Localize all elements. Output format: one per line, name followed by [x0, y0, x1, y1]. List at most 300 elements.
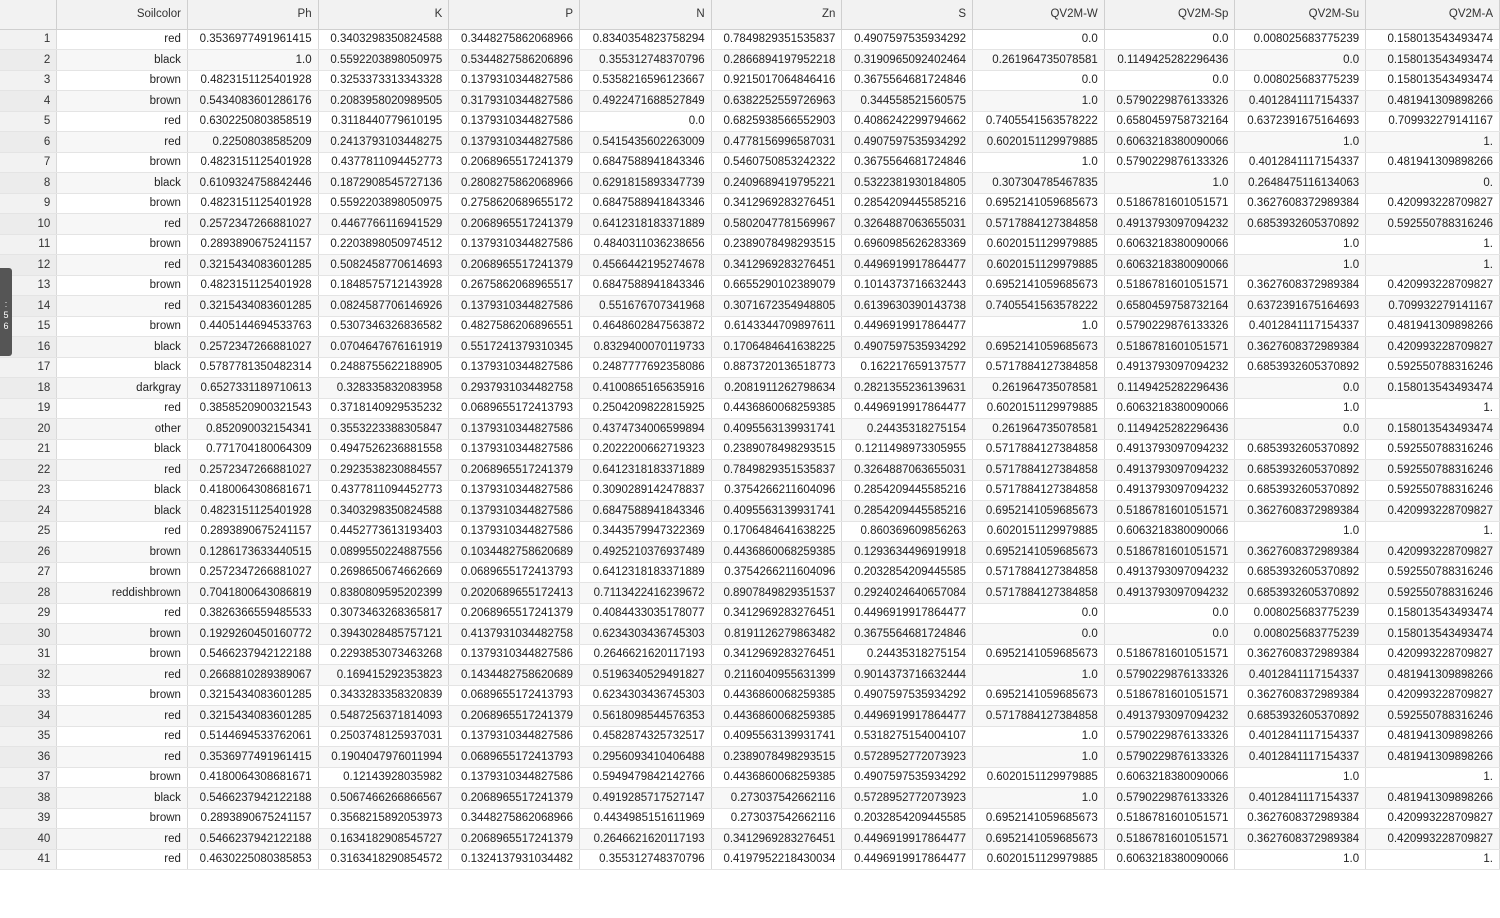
table-cell[interactable]: 0.5717884127384858: [973, 562, 1105, 583]
table-cell[interactable]: 0.2032854209445585: [842, 562, 973, 583]
table-cell[interactable]: 0.1904047976011994: [318, 747, 449, 768]
table-cell[interactable]: 0.6853932605370892: [1235, 706, 1366, 727]
table-cell[interactable]: 0.3627608372989384: [1235, 193, 1366, 214]
table-cell[interactable]: 0.3675564681724846: [842, 624, 973, 645]
table-cell[interactable]: 0.3627608372989384: [1235, 337, 1366, 358]
table-cell[interactable]: 0.7849829351535837: [711, 460, 842, 481]
table-cell[interactable]: 0.6063218380090066: [1104, 132, 1235, 153]
table-cell[interactable]: 0.: [1366, 173, 1500, 194]
table-cell[interactable]: brown: [57, 685, 188, 706]
table-cell[interactable]: 0.2646621620117193: [579, 644, 711, 665]
table-cell[interactable]: 0.2032854209445585: [842, 808, 973, 829]
row-index[interactable]: 31: [0, 644, 57, 665]
table-cell[interactable]: 0.592550788316246: [1366, 460, 1500, 481]
table-cell[interactable]: 0.6853932605370892: [1235, 460, 1366, 481]
table-cell[interactable]: 0.1286173633440515: [187, 542, 318, 563]
table-cell[interactable]: 0.5790229876133326: [1104, 152, 1235, 173]
table-cell[interactable]: 0.6020151129979885: [973, 255, 1105, 276]
table-cell[interactable]: 0.0: [1235, 50, 1366, 71]
table-cell[interactable]: brown: [57, 562, 188, 583]
row-index[interactable]: 13: [0, 275, 57, 296]
table-cell[interactable]: 0.2808275862068966: [449, 173, 580, 194]
table-cell[interactable]: 0.2389078498293515: [711, 439, 842, 460]
table-cell[interactable]: 0.420993228709827: [1366, 542, 1500, 563]
table-cell[interactable]: 0.5186781601051571: [1104, 644, 1235, 665]
row-index[interactable]: 20: [0, 419, 57, 440]
table-cell[interactable]: 0.2293853073463268: [318, 644, 449, 665]
table-cell[interactable]: 0.0: [1104, 603, 1235, 624]
table-cell[interactable]: 0.6372391675164693: [1235, 111, 1366, 132]
table-cell[interactable]: 0.8191126279863482: [711, 624, 842, 645]
table-cell[interactable]: 0.4913793097094232: [1104, 357, 1235, 378]
row-index[interactable]: 21: [0, 439, 57, 460]
table-cell[interactable]: brown: [57, 542, 188, 563]
table-cell[interactable]: 0.5728952772073923: [842, 747, 973, 768]
table-cell[interactable]: 0.0: [579, 111, 711, 132]
table-cell[interactable]: 0.158013543493474: [1366, 419, 1500, 440]
row-index[interactable]: 16: [0, 337, 57, 358]
table-cell[interactable]: 0.3627608372989384: [1235, 501, 1366, 522]
table-cell[interactable]: 0.1379310344827586: [449, 357, 580, 378]
table-cell[interactable]: 0.6847588941843346: [579, 152, 711, 173]
table-cell[interactable]: 0.6020151129979885: [973, 521, 1105, 542]
row-index[interactable]: 2: [0, 50, 57, 71]
table-cell[interactable]: 0.3448275862068966: [449, 808, 580, 829]
table-cell[interactable]: 0.4436860068259385: [711, 685, 842, 706]
table-cell[interactable]: 0.2068965517241379: [449, 152, 580, 173]
table-cell[interactable]: 1.: [1366, 521, 1500, 542]
row-index[interactable]: 34: [0, 706, 57, 727]
table-cell[interactable]: 0.1379310344827586: [449, 132, 580, 153]
table-cell[interactable]: 0.2020689655172413: [449, 583, 580, 604]
table-cell[interactable]: 0.4137931034482758: [449, 624, 580, 645]
row-index[interactable]: 27: [0, 562, 57, 583]
table-cell[interactable]: 0.3264887063655031: [842, 460, 973, 481]
table-cell[interactable]: 0.2937931034482758: [449, 378, 580, 399]
table-cell[interactable]: 0.4907597535934292: [842, 685, 973, 706]
row-index[interactable]: 35: [0, 726, 57, 747]
table-cell[interactable]: brown: [57, 234, 188, 255]
table-cell[interactable]: 0.6952141059685673: [973, 685, 1105, 706]
table-cell[interactable]: 0.1379310344827586: [449, 521, 580, 542]
table-cell[interactable]: 0.6952141059685673: [973, 542, 1105, 563]
table-cell[interactable]: 0.0: [973, 624, 1105, 645]
table-cell[interactable]: 0.5186781601051571: [1104, 829, 1235, 850]
table-cell[interactable]: 0.4377811094452773: [318, 152, 449, 173]
table-cell[interactable]: 0.6952141059685673: [973, 193, 1105, 214]
table-cell[interactable]: 0.5318275154004107: [842, 726, 973, 747]
table-cell[interactable]: 0.5358216596123667: [579, 70, 711, 91]
table-cell[interactable]: 0.5186781601051571: [1104, 337, 1235, 358]
table-cell[interactable]: 0.4827586206896551: [449, 316, 580, 337]
table-cell[interactable]: 0.1149425282296436: [1104, 419, 1235, 440]
table-cell[interactable]: 0.1706484641638225: [711, 521, 842, 542]
table-cell[interactable]: 0.1872908545727136: [318, 173, 449, 194]
table-cell[interactable]: 0.5466237942122188: [187, 829, 318, 850]
table-cell[interactable]: 0.2068965517241379: [449, 214, 580, 235]
table-cell[interactable]: 0.1379310344827586: [449, 439, 580, 460]
table-cell[interactable]: brown: [57, 767, 188, 788]
table-cell[interactable]: 1.0: [1104, 173, 1235, 194]
table-cell[interactable]: 0.3536977491961415: [187, 747, 318, 768]
table-cell[interactable]: 0.6527331189710613: [187, 378, 318, 399]
column-header[interactable]: Soilcolor: [57, 0, 188, 29]
table-cell[interactable]: 0.3215434083601285: [187, 685, 318, 706]
table-cell[interactable]: 0.0689655172413793: [449, 562, 580, 583]
table-cell[interactable]: 0.551676707341968: [579, 296, 711, 317]
table-cell[interactable]: 0.22508038585209: [187, 132, 318, 153]
table-cell[interactable]: 0.6020151129979885: [973, 767, 1105, 788]
table-cell[interactable]: 0.5790229876133326: [1104, 91, 1235, 112]
table-cell[interactable]: 0.5322381930184805: [842, 173, 973, 194]
table-cell[interactable]: 0.4496919917864477: [842, 829, 973, 850]
table-cell[interactable]: 0.4566442195274678: [579, 255, 711, 276]
table-cell[interactable]: 0.6853932605370892: [1235, 357, 1366, 378]
table-cell[interactable]: 0.1379310344827586: [449, 767, 580, 788]
table-cell[interactable]: 0.1149425282296436: [1104, 50, 1235, 71]
table-cell[interactable]: 0.6372391675164693: [1235, 296, 1366, 317]
row-index[interactable]: 19: [0, 398, 57, 419]
table-cell[interactable]: 0.3627608372989384: [1235, 275, 1366, 296]
table-cell[interactable]: 0.3826366559485533: [187, 603, 318, 624]
table-cell[interactable]: 0.3071672354948805: [711, 296, 842, 317]
table-cell[interactable]: black: [57, 480, 188, 501]
table-cell[interactable]: 0.6109324758842446: [187, 173, 318, 194]
table-cell[interactable]: 0.4840311036238656: [579, 234, 711, 255]
table-cell[interactable]: 0.7041800643086819: [187, 583, 318, 604]
table-cell[interactable]: 0.2022200662719323: [579, 439, 711, 460]
table-cell[interactable]: 0.592550788316246: [1366, 439, 1500, 460]
table-cell[interactable]: 0.481941309898266: [1366, 726, 1500, 747]
table-cell[interactable]: 0.5517241379310345: [449, 337, 580, 358]
table-cell[interactable]: 0.420993228709827: [1366, 685, 1500, 706]
table-cell[interactable]: 0.4452773613193403: [318, 521, 449, 542]
table-cell[interactable]: 0.0: [973, 603, 1105, 624]
table-cell[interactable]: brown: [57, 91, 188, 112]
table-cell[interactable]: 0.2389078498293515: [711, 234, 842, 255]
row-index[interactable]: 22: [0, 460, 57, 481]
table-cell[interactable]: 0.1379310344827586: [449, 111, 580, 132]
row-index[interactable]: 17: [0, 357, 57, 378]
table-cell[interactable]: 0.1379310344827586: [449, 480, 580, 501]
table-cell[interactable]: 0.261964735078581: [973, 50, 1105, 71]
table-cell[interactable]: 0.6234303436745303: [579, 624, 711, 645]
table-cell[interactable]: 0.4434985151611969: [579, 808, 711, 829]
table-cell[interactable]: 0.6853932605370892: [1235, 480, 1366, 501]
table-cell[interactable]: 0.6063218380090066: [1104, 398, 1235, 419]
table-cell[interactable]: 0.6853932605370892: [1235, 583, 1366, 604]
table-cell[interactable]: 0.6960985626283369: [842, 234, 973, 255]
table-cell[interactable]: 0.6853932605370892: [1235, 562, 1366, 583]
table-cell[interactable]: 0.158013543493474: [1366, 624, 1500, 645]
table-cell[interactable]: 0.5196340529491827: [579, 665, 711, 686]
table-cell[interactable]: 0.4913793097094232: [1104, 214, 1235, 235]
row-index[interactable]: 12: [0, 255, 57, 276]
table-cell[interactable]: 0.6063218380090066: [1104, 234, 1235, 255]
row-index[interactable]: 40: [0, 829, 57, 850]
table-cell[interactable]: 0.0689655172413793: [449, 685, 580, 706]
table-cell[interactable]: red: [57, 398, 188, 419]
table-cell[interactable]: 0.2648475116134063: [1235, 173, 1366, 194]
table-cell[interactable]: 0.1014373716632443: [842, 275, 973, 296]
row-index[interactable]: 28: [0, 583, 57, 604]
row-index[interactable]: 9: [0, 193, 57, 214]
table-cell[interactable]: 0.3675564681724846: [842, 70, 973, 91]
table-cell[interactable]: red: [57, 521, 188, 542]
table-cell[interactable]: 0.3627608372989384: [1235, 542, 1366, 563]
table-cell[interactable]: 0.3215434083601285: [187, 255, 318, 276]
table-cell[interactable]: 1.0: [1235, 132, 1366, 153]
table-cell[interactable]: 0.1929260450160772: [187, 624, 318, 645]
table-cell[interactable]: 1.: [1366, 132, 1500, 153]
table-cell[interactable]: 0.481941309898266: [1366, 747, 1500, 768]
table-cell[interactable]: 0.709932279141167: [1366, 296, 1500, 317]
table-cell[interactable]: 0.2668810289389067: [187, 665, 318, 686]
table-cell[interactable]: 1.0: [1235, 521, 1366, 542]
table-cell[interactable]: 0.5186781601051571: [1104, 808, 1235, 829]
table-cell[interactable]: 1.0: [1235, 849, 1366, 870]
table-cell[interactable]: 0.158013543493474: [1366, 29, 1500, 50]
row-index[interactable]: 23: [0, 480, 57, 501]
table-cell[interactable]: 0.6952141059685673: [973, 644, 1105, 665]
table-cell[interactable]: 0.6020151129979885: [973, 234, 1105, 255]
table-cell[interactable]: 0.4913793097094232: [1104, 460, 1235, 481]
table-cell[interactable]: 0.4180064308681671: [187, 480, 318, 501]
table-cell[interactable]: 0.307304785467835: [973, 173, 1105, 194]
table-cell[interactable]: 0.592550788316246: [1366, 583, 1500, 604]
table-cell[interactable]: 0.2081911262798634: [711, 378, 842, 399]
table-cell[interactable]: red: [57, 214, 188, 235]
table-cell[interactable]: 0.1034482758620689: [449, 542, 580, 563]
table-cell[interactable]: darkgray: [57, 378, 188, 399]
table-cell[interactable]: 0.4925210376937489: [579, 542, 711, 563]
row-index[interactable]: 26: [0, 542, 57, 563]
table-cell[interactable]: 0.3858520900321543: [187, 398, 318, 419]
table-cell[interactable]: 0.1293634496919918: [842, 542, 973, 563]
table-cell[interactable]: 0.0: [1104, 29, 1235, 50]
table-cell[interactable]: 0.6853932605370892: [1235, 439, 1366, 460]
table-cell[interactable]: 0.3073463268365817: [318, 603, 449, 624]
column-header[interactable]: K: [318, 0, 449, 29]
table-cell[interactable]: 0.158013543493474: [1366, 70, 1500, 91]
table-cell[interactable]: 0.3190965092402464: [842, 50, 973, 71]
table-cell[interactable]: 0.24435318275154: [842, 644, 973, 665]
table-cell[interactable]: 0.3443579947322369: [579, 521, 711, 542]
table-cell[interactable]: 0.4436860068259385: [711, 767, 842, 788]
table-cell[interactable]: red: [57, 665, 188, 686]
table-cell[interactable]: 0.2893890675241157: [187, 521, 318, 542]
table-cell[interactable]: 0.5717884127384858: [973, 583, 1105, 604]
table-cell[interactable]: 0.4197952218430034: [711, 849, 842, 870]
table-cell[interactable]: 0.7405541563578222: [973, 296, 1105, 317]
table-cell[interactable]: 0.6302250803858519: [187, 111, 318, 132]
table-cell[interactable]: 0.3448275862068966: [449, 29, 580, 50]
table-cell[interactable]: 0.3412969283276451: [711, 193, 842, 214]
table-cell[interactable]: red: [57, 747, 188, 768]
table-cell[interactable]: 0.7849829351535837: [711, 29, 842, 50]
table-cell[interactable]: 0.5592203898050975: [318, 50, 449, 71]
table-cell[interactable]: 0.5790229876133326: [1104, 316, 1235, 337]
row-index[interactable]: 24: [0, 501, 57, 522]
table-cell[interactable]: 0.5344827586206896: [449, 50, 580, 71]
table-cell[interactable]: 0.420993228709827: [1366, 829, 1500, 850]
table-cell[interactable]: 0.3718140929535232: [318, 398, 449, 419]
table-cell[interactable]: 0.2572347266881027: [187, 562, 318, 583]
table-cell[interactable]: 0.481941309898266: [1366, 152, 1500, 173]
table-cell[interactable]: 0.0: [973, 70, 1105, 91]
table-cell[interactable]: 0.5082458770614693: [318, 255, 449, 276]
table-cell[interactable]: 0.4086242299794662: [842, 111, 973, 132]
table-cell[interactable]: 0.4467766116941529: [318, 214, 449, 235]
table-cell[interactable]: 0.2866894197952218: [711, 50, 842, 71]
table-cell[interactable]: 0.0: [973, 29, 1105, 50]
row-index[interactable]: 8: [0, 173, 57, 194]
table-cell[interactable]: 0.5717884127384858: [973, 460, 1105, 481]
table-cell[interactable]: 0.4496919917864477: [842, 316, 973, 337]
table-cell[interactable]: 0.5717884127384858: [973, 480, 1105, 501]
table-cell[interactable]: 0.5717884127384858: [973, 706, 1105, 727]
table-cell[interactable]: 0.6952141059685673: [973, 275, 1105, 296]
table-cell[interactable]: 0.592550788316246: [1366, 357, 1500, 378]
row-index[interactable]: 6: [0, 132, 57, 153]
table-cell[interactable]: 0.4095563139931741: [711, 501, 842, 522]
table-cell[interactable]: 0.6847588941843346: [579, 275, 711, 296]
table-cell[interactable]: 0.3754266211604096: [711, 480, 842, 501]
row-index[interactable]: 36: [0, 747, 57, 768]
table-cell[interactable]: black: [57, 357, 188, 378]
table-cell[interactable]: 0.24435318275154: [842, 419, 973, 440]
table-cell[interactable]: 0.6020151129979885: [973, 849, 1105, 870]
table-cell[interactable]: 0.5186781601051571: [1104, 193, 1235, 214]
table-cell[interactable]: 0.5186781601051571: [1104, 542, 1235, 563]
table-cell[interactable]: 0.2821355236139631: [842, 378, 973, 399]
table-cell[interactable]: 0.2083958020989505: [318, 91, 449, 112]
table-cell[interactable]: 0.6412318183371889: [579, 214, 711, 235]
table-cell[interactable]: 0.12143928035982: [318, 767, 449, 788]
table-cell[interactable]: reddishbrown: [57, 583, 188, 604]
table-cell[interactable]: 0.6020151129979885: [973, 398, 1105, 419]
table-cell[interactable]: 0.9014373716632444: [842, 665, 973, 686]
table-cell[interactable]: black: [57, 50, 188, 71]
table-cell[interactable]: 0.8873720136518773: [711, 357, 842, 378]
row-index[interactable]: 7: [0, 152, 57, 173]
table-cell[interactable]: 0.2646621620117193: [579, 829, 711, 850]
table-cell[interactable]: 0.592550788316246: [1366, 562, 1500, 583]
table-cell[interactable]: 0.3627608372989384: [1235, 829, 1366, 850]
row-index[interactable]: 1: [0, 29, 57, 50]
table-cell[interactable]: 0.0: [1235, 419, 1366, 440]
table-cell[interactable]: 0.5144694533762061: [187, 726, 318, 747]
table-cell[interactable]: red: [57, 255, 188, 276]
table-cell[interactable]: 0.5717884127384858: [973, 357, 1105, 378]
row-index[interactable]: 29: [0, 603, 57, 624]
table-cell[interactable]: 0.158013543493474: [1366, 378, 1500, 399]
table-cell[interactable]: 0.2923538230884557: [318, 460, 449, 481]
table-cell[interactable]: red: [57, 829, 188, 850]
table-cell[interactable]: 0.2068965517241379: [449, 829, 580, 850]
table-cell[interactable]: 0.6063218380090066: [1104, 849, 1235, 870]
table-cell[interactable]: 0.3403298350824588: [318, 29, 449, 50]
table-cell[interactable]: 0.1379310344827586: [449, 296, 580, 317]
table-cell[interactable]: 0.6063218380090066: [1104, 255, 1235, 276]
table-cell[interactable]: 0.771704180064309: [187, 439, 318, 460]
table-cell[interactable]: 1.0: [1235, 767, 1366, 788]
table-cell[interactable]: 0.4907597535934292: [842, 767, 973, 788]
row-index[interactable]: 30: [0, 624, 57, 645]
table-cell[interactable]: 0.0: [1104, 70, 1235, 91]
column-header[interactable]: Zn: [711, 0, 842, 29]
table-cell[interactable]: black: [57, 337, 188, 358]
table-cell[interactable]: 0.5787781350482314: [187, 357, 318, 378]
table-cell[interactable]: 0.3403298350824588: [318, 501, 449, 522]
table-cell[interactable]: 0.420993228709827: [1366, 275, 1500, 296]
table-cell[interactable]: 0.5186781601051571: [1104, 685, 1235, 706]
table-cell[interactable]: 0.481941309898266: [1366, 788, 1500, 809]
table-cell[interactable]: 0.5307346326836582: [318, 316, 449, 337]
table-cell[interactable]: 0.4436860068259385: [711, 398, 842, 419]
table-cell[interactable]: 0.4823151125401928: [187, 193, 318, 214]
table-cell[interactable]: other: [57, 419, 188, 440]
table-cell[interactable]: 0.6847588941843346: [579, 193, 711, 214]
table-cell[interactable]: 1.: [1366, 255, 1500, 276]
table-cell[interactable]: 0.008025683775239: [1235, 29, 1366, 50]
table-cell[interactable]: 0.6063218380090066: [1104, 521, 1235, 542]
table-cell[interactable]: 0.162217659137577: [842, 357, 973, 378]
table-cell[interactable]: 0.2675862068965517: [449, 275, 580, 296]
table-cell[interactable]: 0.4582874325732517: [579, 726, 711, 747]
table-cell[interactable]: 0.6020151129979885: [973, 132, 1105, 153]
table-cell[interactable]: brown: [57, 70, 188, 91]
table-cell[interactable]: 0.3627608372989384: [1235, 808, 1366, 829]
table-cell[interactable]: 0.852090032154341: [187, 419, 318, 440]
table-cell[interactable]: 0.6063218380090066: [1104, 767, 1235, 788]
table-cell[interactable]: 0.6853932605370892: [1235, 214, 1366, 235]
table-cell[interactable]: 0.0824587706146926: [318, 296, 449, 317]
table-cell[interactable]: 0.5067466266866567: [318, 788, 449, 809]
table-cell[interactable]: red: [57, 460, 188, 481]
table-cell[interactable]: 0.8907849829351537: [711, 583, 842, 604]
table-cell[interactable]: 0.4630225080385853: [187, 849, 318, 870]
table-cell[interactable]: 0.4907597535934292: [842, 29, 973, 50]
table-cell[interactable]: 0.4436860068259385: [711, 706, 842, 727]
table-cell[interactable]: 0.6952141059685673: [973, 829, 1105, 850]
table-cell[interactable]: 0.261964735078581: [973, 378, 1105, 399]
table-cell[interactable]: 1.0: [1235, 234, 1366, 255]
table-cell[interactable]: 0.9215017064846416: [711, 70, 842, 91]
table-cell[interactable]: 0.2698650674662669: [318, 562, 449, 583]
table-cell[interactable]: 0.5790229876133326: [1104, 747, 1235, 768]
table-cell[interactable]: 0.1149425282296436: [1104, 378, 1235, 399]
table-cell[interactable]: 0.4919285717527147: [579, 788, 711, 809]
table-cell[interactable]: 0.4913793097094232: [1104, 562, 1235, 583]
table-cell[interactable]: 1.0: [973, 726, 1105, 747]
table-cell[interactable]: 0.4496919917864477: [842, 706, 973, 727]
table-cell[interactable]: 0.6847588941843346: [579, 501, 711, 522]
table-cell[interactable]: 0.420993228709827: [1366, 193, 1500, 214]
table-cell[interactable]: 0.3090289142478837: [579, 480, 711, 501]
table-cell[interactable]: 1.0: [973, 316, 1105, 337]
table-cell[interactable]: 0.2409689419795221: [711, 173, 842, 194]
table-cell[interactable]: 0.4496919917864477: [842, 398, 973, 419]
table-cell[interactable]: 0.0704647676161919: [318, 337, 449, 358]
table-cell[interactable]: 0.4823151125401928: [187, 70, 318, 91]
table-cell[interactable]: 0.1379310344827586: [449, 419, 580, 440]
table-cell[interactable]: 0.2572347266881027: [187, 337, 318, 358]
table-cell[interactable]: 0.5460750853242322: [711, 152, 842, 173]
table-cell[interactable]: 0.2956093410406488: [579, 747, 711, 768]
table-cell[interactable]: 0.3943028485757121: [318, 624, 449, 645]
table-cell[interactable]: 1.: [1366, 767, 1500, 788]
